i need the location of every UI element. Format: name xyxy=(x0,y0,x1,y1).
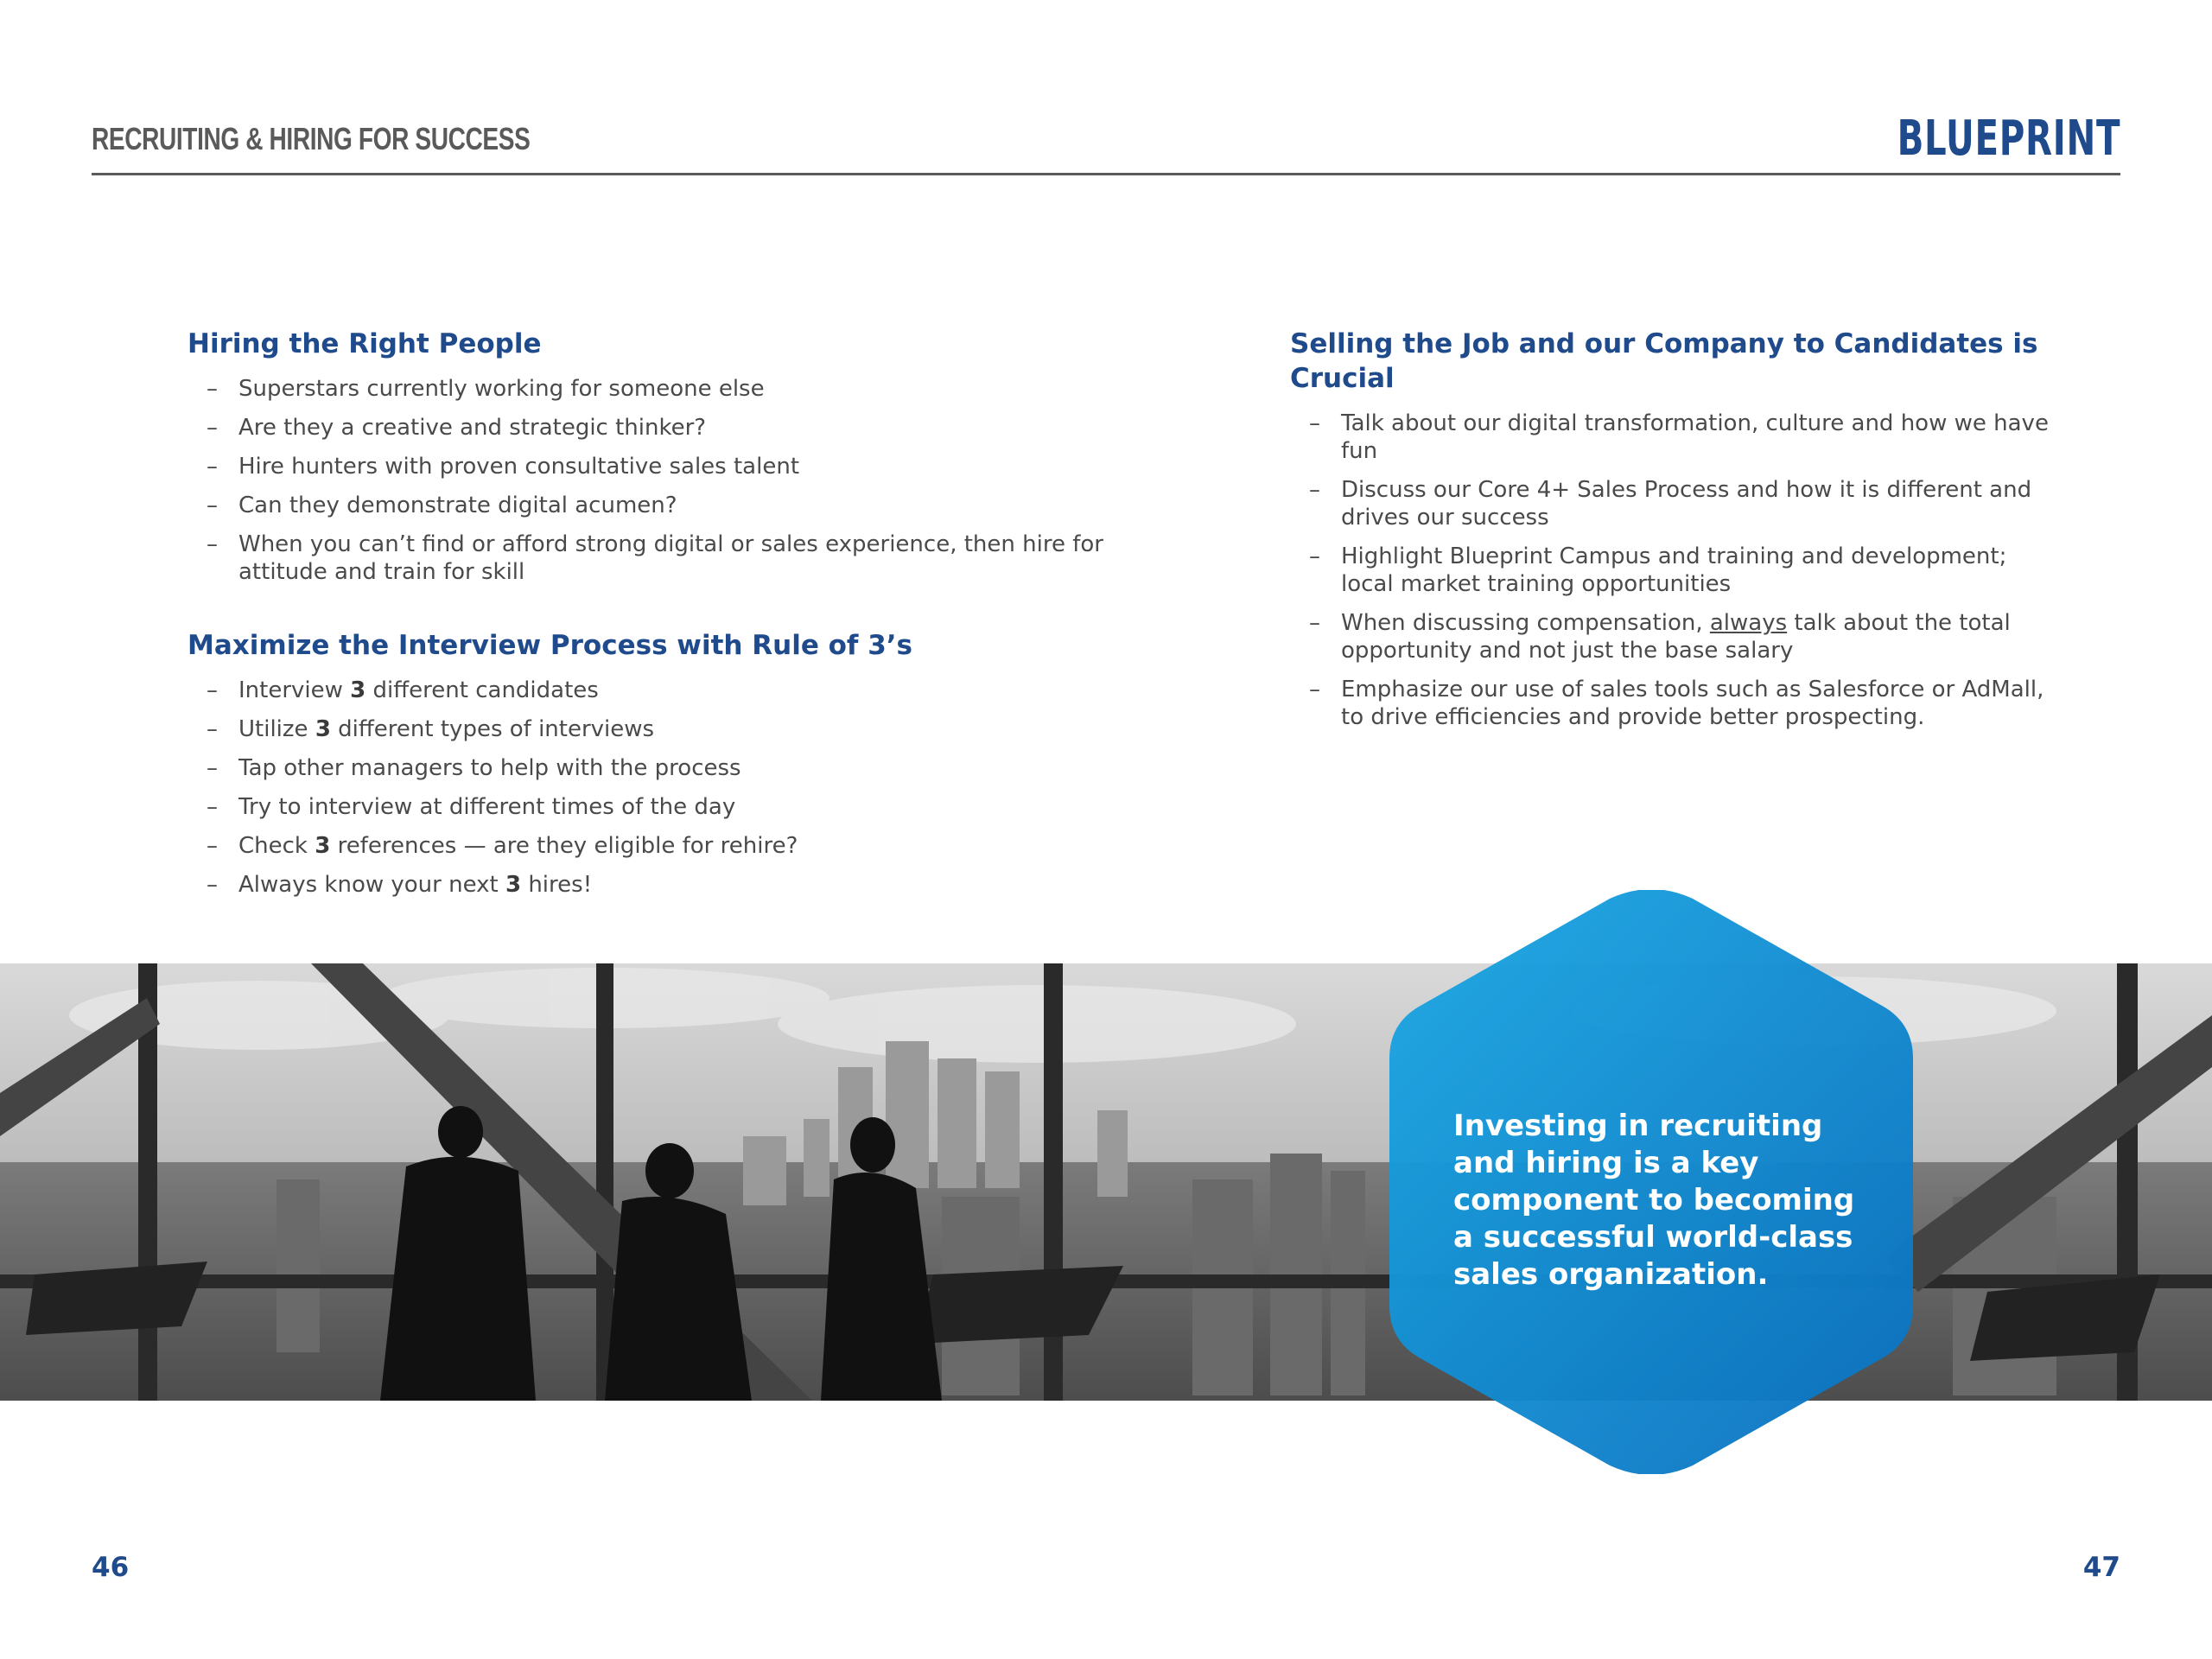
list-dash: – xyxy=(207,531,218,557)
list-item xyxy=(188,414,1155,442)
list-item xyxy=(188,793,1155,821)
list-item-number: 3 xyxy=(315,716,331,742)
underlined-word: always xyxy=(1709,610,1788,636)
list-item xyxy=(188,453,1155,480)
header-rule xyxy=(92,173,2120,175)
list-item xyxy=(188,375,1155,403)
list-item-text: Tap other managers to help with the process xyxy=(238,755,741,781)
list-dash: – xyxy=(1309,410,1320,436)
list-dash: – xyxy=(207,833,218,859)
list-item-text: Can they demonstrate digital acumen? xyxy=(238,493,677,518)
list-dash: – xyxy=(207,415,218,441)
list-item-number: 3 xyxy=(350,677,366,703)
list-dash: – xyxy=(207,454,218,480)
list-item-text-post: hires! xyxy=(521,872,593,898)
list-item-text-pre: Check xyxy=(238,833,315,859)
interview-list xyxy=(188,677,1155,899)
heading-selling-the-job: Selling the Job and our Company to Candidates is Crucial xyxy=(1290,328,2038,394)
list-item-text: Discuss our Core 4+ Sales Process and how it is different and drives our success xyxy=(1341,477,2032,531)
list-dash: – xyxy=(1309,543,1320,569)
list-dash: – xyxy=(207,794,218,820)
list-item-text: Talk about our digital transformation, culture and how we have fun xyxy=(1341,410,2049,464)
list-dash: – xyxy=(207,677,218,703)
list-dash: – xyxy=(207,376,218,402)
callout-quote: Investing in recruiting and hiring is a key component to becoming a successful world-class sales organization. xyxy=(1453,1109,1855,1292)
list-item-text: Try to interview at different times of the day xyxy=(238,794,736,820)
list-dash: – xyxy=(207,493,218,518)
header-title: RECRUITING & HIRING FOR SUCCESS xyxy=(92,121,531,156)
list-item xyxy=(188,754,1155,782)
heading-hiring-right-people: Hiring the Right People xyxy=(188,328,542,359)
list-dash: – xyxy=(1309,477,1320,503)
hiring-list xyxy=(188,375,1155,586)
list-item-text: When you can’t find or afford strong digital or sales experience, then hire for attitude and train for skill xyxy=(238,531,1103,585)
heading-rule-of-threes: Maximize the Interview Process with Rule of 3’s xyxy=(188,630,913,661)
list-item-text-post: references — are they eligible for rehire? xyxy=(330,833,798,859)
list-item-text-post: different types of interviews xyxy=(330,716,655,742)
list-item-text-pre: Always know your next xyxy=(238,872,505,898)
list-item-text-post: talk about the total opportunity and not just the base salary xyxy=(1341,610,2011,664)
list-item xyxy=(1290,676,2050,731)
list-dash: – xyxy=(1309,677,1320,702)
list-item-text: Are they a creative and strategic thinker? xyxy=(238,415,707,441)
list-item-number: 3 xyxy=(315,833,331,859)
list-item xyxy=(1290,609,2050,664)
list-item-text-post: different candidates xyxy=(365,677,599,703)
list-item xyxy=(188,492,1155,519)
list-item-text: Highlight Blueprint Campus and training and development; local market training opportunities xyxy=(1341,543,2007,597)
list-item-text: Hire hunters with proven consultative sales talent xyxy=(238,454,800,480)
list-item xyxy=(188,715,1155,743)
list-item xyxy=(188,531,1155,586)
brand-logo: BLUEPRINT xyxy=(1897,111,2120,167)
list-item xyxy=(188,832,1155,860)
callout-hexagon xyxy=(1389,890,1913,1474)
list-item-text-pre: Utilize xyxy=(238,716,315,742)
list-item xyxy=(188,871,1155,899)
list-dash: – xyxy=(207,716,218,742)
left-column xyxy=(188,327,1155,910)
list-item-text: Superstars currently working for someone else xyxy=(238,376,765,402)
list-item-number: 3 xyxy=(505,872,522,898)
list-item-text-pre: Interview xyxy=(238,677,351,703)
list-item xyxy=(1290,543,2050,598)
list-item xyxy=(1290,410,2050,465)
list-item xyxy=(188,677,1155,704)
right-column xyxy=(1290,327,2050,742)
list-dash: – xyxy=(207,872,218,898)
page-number-right: 47 xyxy=(2082,1552,2120,1583)
list-dash: – xyxy=(207,755,218,781)
list-item-text-pre: When discussing compensation, xyxy=(1341,610,1710,636)
page-number-left: 46 xyxy=(92,1552,130,1583)
list-item xyxy=(1290,476,2050,531)
list-dash: – xyxy=(1309,610,1320,636)
list-item-text: Emphasize our use of sales tools such as Salesforce or AdMall, to drive efficiencies and provide better prospecting. xyxy=(1341,677,2044,730)
selling-list xyxy=(1290,410,2050,731)
